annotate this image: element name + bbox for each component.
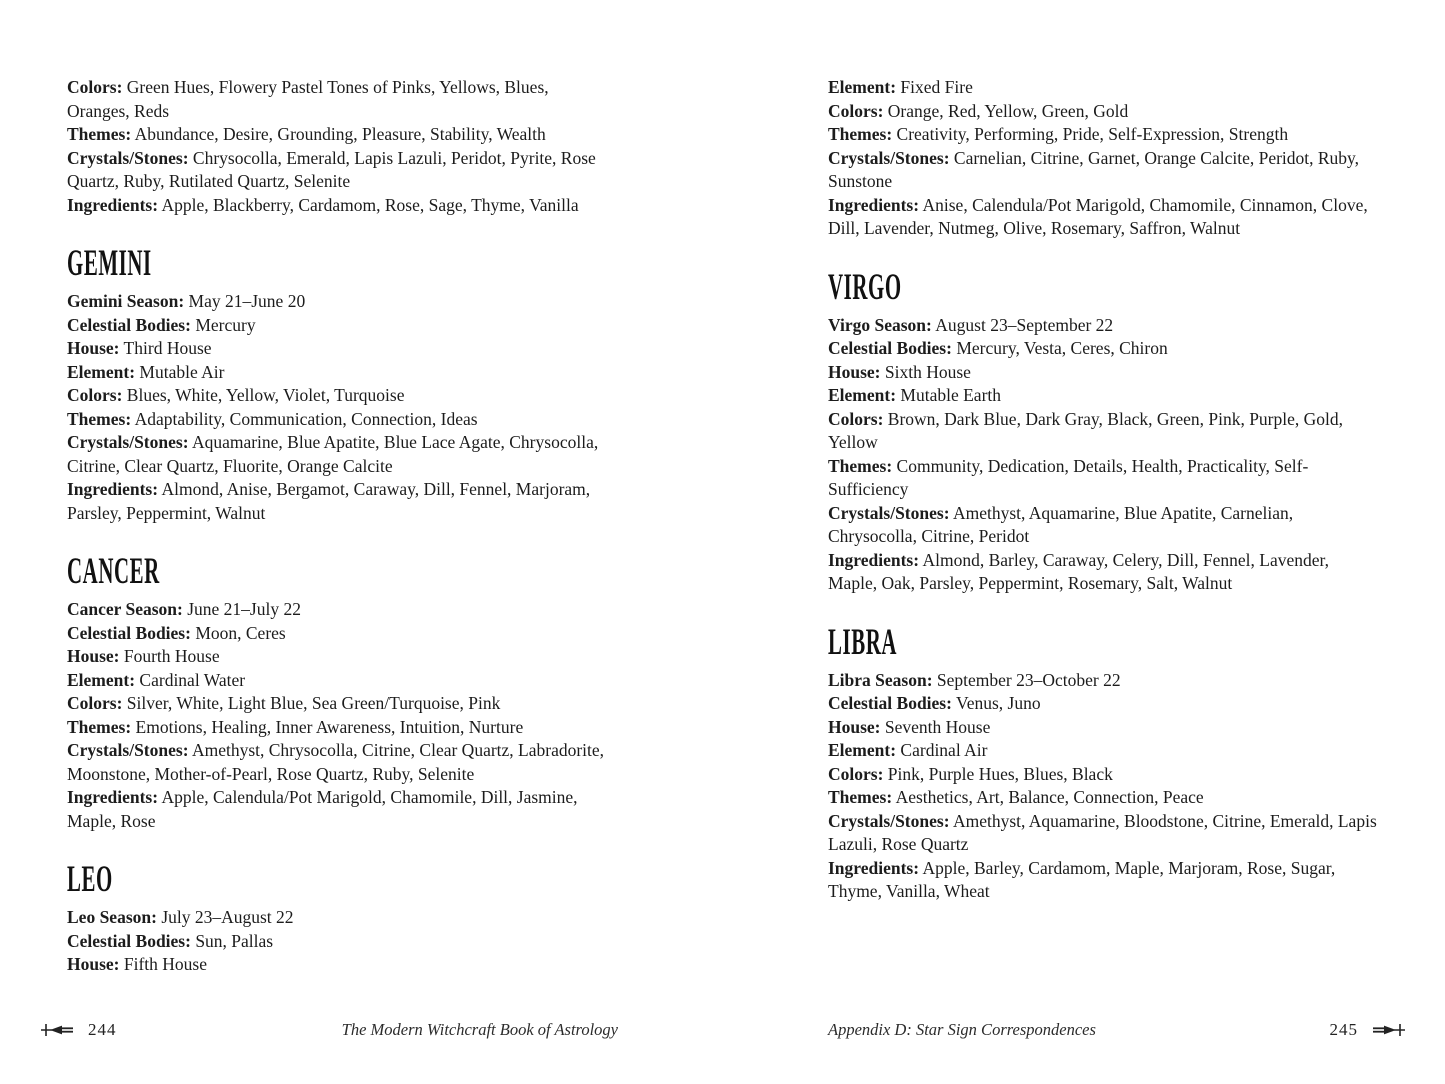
- field-label: Colors:: [828, 408, 884, 429]
- field-line: Element: Cardinal Air: [828, 740, 988, 760]
- field-line: Themes: Abundance, Desire, Grounding, Pleasure, Stability, Wealth: [67, 124, 546, 144]
- continued-entry-fields: [67, 76, 612, 217]
- field-label: Celestial Bodies:: [828, 693, 952, 713]
- field-line: Colors: Blues, White, Yellow, Violet, Turquoise: [67, 385, 405, 405]
- field-line: Themes: Creativity, Performing, Pride, Self-Expression, Strength: [828, 124, 1289, 144]
- sign-heading: CANCER: [67, 550, 160, 592]
- sign-section: [828, 621, 1378, 904]
- field-line: House: Seventh House: [828, 716, 991, 737]
- field-label: Ingredients:: [828, 857, 920, 878]
- field-label: Themes:: [828, 124, 893, 144]
- field-line: House: Third House: [67, 338, 212, 358]
- field-label: House:: [67, 954, 120, 974]
- field-label: Element:: [828, 385, 897, 405]
- field-line: Ingredients: Apple, Blackberry, Cardamom, Rose, Sage, Thyme, Vanilla: [67, 194, 579, 215]
- field-label: Crystals/Stones:: [67, 740, 189, 760]
- field-label: Celestial Bodies:: [67, 930, 191, 951]
- field-label: Themes:: [67, 716, 132, 737]
- field-line: Crystals/Stones: Amethyst, Aquamarine, Blue Apatite, Carnelian, Chrysocolla, Citrine, Peridot: [828, 502, 1294, 546]
- field-label: Virgo Season:: [828, 314, 932, 335]
- field-label: Crystals/Stones:: [828, 147, 950, 168]
- field-label: Ingredients:: [828, 194, 920, 215]
- field-label: Ingredients:: [67, 194, 159, 215]
- sign-heading: VIRGO: [828, 266, 902, 307]
- field-label: Gemini Season:: [67, 291, 185, 311]
- field-label: Themes:: [828, 455, 893, 476]
- field-line: Element: Mutable Earth: [828, 385, 1002, 405]
- field-line: Colors: Brown, Dark Blue, Dark Gray, Black, Green, Pink, Purple, Gold, Yellow: [828, 408, 1344, 452]
- sign-heading: LIBRA: [828, 621, 898, 662]
- field-label: Crystals/Stones:: [828, 502, 950, 523]
- field-label: Leo Season:: [67, 907, 157, 927]
- field-line: Ingredients: Apple, Calendula/Pot Marigold, Chamomile, Dill, Jasmine, Maple, Rose: [67, 787, 578, 831]
- left-page-text-column: [67, 76, 612, 977]
- field-line: Themes: Adaptability, Communication, Connection, Ideas: [67, 408, 478, 429]
- page-number: 244: [88, 1020, 117, 1039]
- field-label: Celestial Bodies:: [67, 622, 191, 643]
- field-label: Crystals/Stones:: [828, 810, 950, 831]
- field-line: House: Sixth House: [828, 361, 971, 382]
- field-line: Themes: Emotions, Healing, Inner Awareness, Intuition, Nurture: [67, 716, 524, 737]
- field-line: Crystals/Stones: Carnelian, Citrine, Garnet, Orange Calcite, Peridot, Ruby, Sunstone: [828, 147, 1360, 191]
- field-line: Celestial Bodies: Sun, Pallas: [67, 930, 274, 951]
- running-title-book: The Modern Witchcraft Book of Astrology: [341, 1020, 618, 1039]
- field-label: Ingredients:: [67, 479, 159, 499]
- field-line: Ingredients: Almond, Barley, Caraway, Celery, Dill, Fennel, Lavender, Maple, Oak, Parsley, Peppermint, Rosemary, Salt, Walnut: [828, 549, 1330, 593]
- sign-section: [67, 242, 612, 525]
- field-line: Themes: Aesthetics, Art, Balance, Connection, Peace: [828, 787, 1204, 807]
- sign-heading: LEO: [67, 858, 113, 900]
- field-label: Colors:: [67, 77, 123, 97]
- field-label: House:: [67, 338, 120, 358]
- field-label: Colors:: [828, 100, 884, 121]
- continued-entry-fields: [828, 76, 1378, 241]
- field-line: Celestial Bodies: Moon, Ceres: [67, 622, 286, 643]
- field-line: Celestial Bodies: Venus, Juno: [828, 693, 1041, 713]
- field-line: Colors: Pink, Purple Hues, Blues, Black: [828, 763, 1113, 784]
- field-line: Celestial Bodies: Mercury: [67, 314, 256, 335]
- field-label: Celestial Bodies:: [67, 314, 191, 335]
- field-line: Element: Mutable Air: [67, 361, 225, 382]
- field-line: Colors: Green Hues, Flowery Pastel Tones of Pinks, Yellows, Blues, Oranges, Reds: [67, 77, 549, 121]
- field-label: Colors:: [67, 693, 123, 713]
- field-line: Crystals/Stones: Aquamarine, Blue Apatite, Blue Lace Agate, Chrysocolla, Citrine, Clear Quartz, Fluorite, Orange Calcite: [67, 432, 599, 476]
- field-line: Ingredients: Anise, Calendula/Pot Marigold, Chamomile, Cinnamon, Clove, Dill, Lavender, Nutmeg, Olive, Rosemary, Saffron, Walnut: [828, 194, 1368, 238]
- folio-group-right: [1330, 1020, 1407, 1040]
- field-line: Cancer Season: June 21–July 22: [67, 599, 301, 619]
- right-page-sections: [828, 266, 1378, 904]
- field-label: House:: [828, 716, 881, 737]
- arrow-ornament-icon: [40, 1023, 74, 1037]
- field-line: Colors: Silver, White, Light Blue, Sea Green/Turquoise, Pink: [67, 693, 501, 713]
- field-label: Colors:: [828, 763, 884, 784]
- right-page-text-column: [828, 76, 1378, 904]
- footer-left: [40, 1020, 618, 1040]
- field-line: Crystals/Stones: Amethyst, Aquamarine, Bloodstone, Citrine, Emerald, Lapis Lazuli, Rose Quartz: [828, 810, 1377, 854]
- field-line: Ingredients: Almond, Anise, Bergamot, Caraway, Dill, Fennel, Marjoram, Parsley, Peppermint, Walnut: [67, 479, 591, 523]
- field-label: Crystals/Stones:: [67, 147, 189, 168]
- field-line: Virgo Season: August 23–September 22: [828, 314, 1114, 335]
- field-label: Element:: [67, 669, 136, 690]
- left-page-sections: [67, 242, 612, 977]
- field-label: Themes:: [67, 124, 132, 144]
- field-label: Celestial Bodies:: [828, 338, 952, 358]
- sign-section: [828, 266, 1378, 596]
- field-label: Ingredients:: [828, 549, 920, 570]
- field-label: House:: [828, 361, 881, 382]
- field-label: Element:: [67, 361, 136, 382]
- field-label: Themes:: [67, 408, 132, 429]
- field-line: Element: Fixed Fire: [828, 77, 973, 97]
- field-line: Crystals/Stones: Amethyst, Chrysocolla, Citrine, Clear Quartz, Labradorite, Moonstone, Mother-of-Pearl, Rose Quartz, Ruby, Selenite: [67, 740, 605, 784]
- field-label: Element:: [828, 77, 897, 97]
- field-line: Celestial Bodies: Mercury, Vesta, Ceres, Chiron: [828, 338, 1168, 358]
- running-title-appendix: Appendix D: Star Sign Correspondences: [828, 1020, 1096, 1039]
- footer-right: [828, 1020, 1406, 1040]
- field-label: Crystals/Stones:: [67, 432, 189, 452]
- field-line: House: Fourth House: [67, 646, 220, 666]
- field-line: Gemini Season: May 21–June 20: [67, 291, 306, 311]
- field-label: Colors:: [67, 385, 123, 405]
- field-label: Themes:: [828, 787, 893, 807]
- field-line: Leo Season: July 23–August 22: [67, 907, 294, 927]
- field-line: Element: Cardinal Water: [67, 669, 246, 690]
- folio-group-left: [40, 1020, 117, 1040]
- field-label: Libra Season:: [828, 669, 933, 690]
- arrow-ornament-icon: [1372, 1023, 1406, 1037]
- field-label: Cancer Season:: [67, 599, 183, 619]
- field-line: Libra Season: September 23–October 22: [828, 669, 1121, 690]
- field-line: House: Fifth House: [67, 954, 207, 974]
- field-line: Ingredients: Apple, Barley, Cardamom, Maple, Marjoram, Rose, Sugar, Thyme, Vanilla, Wheat: [828, 857, 1336, 901]
- page-number: 245: [1329, 1020, 1358, 1039]
- sign-section: [67, 858, 612, 977]
- sign-section: [67, 550, 612, 833]
- field-label: House:: [67, 646, 120, 666]
- sign-heading: GEMINI: [67, 242, 152, 284]
- field-label: Ingredients:: [67, 787, 159, 807]
- field-label: Element:: [828, 740, 897, 760]
- field-line: Themes: Community, Dedication, Details, Health, Practicality, Self-Sufficiency: [828, 455, 1309, 499]
- field-line: Colors: Orange, Red, Yellow, Green, Gold: [828, 100, 1129, 121]
- field-line: Crystals/Stones: Chrysocolla, Emerald, Lapis Lazuli, Peridot, Pyrite, Rose Quartz, Ruby, Rutilated Quartz, Selenite: [67, 147, 596, 191]
